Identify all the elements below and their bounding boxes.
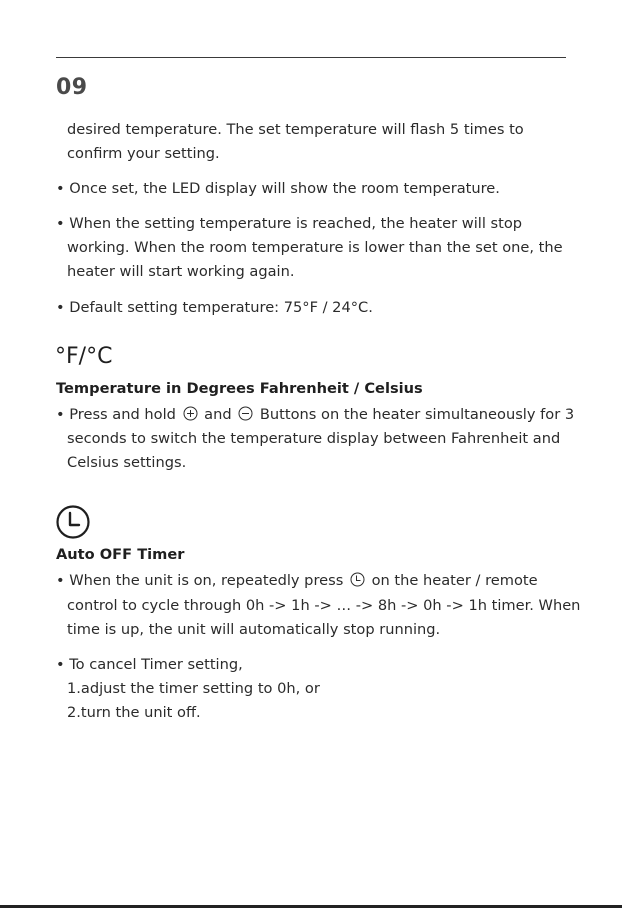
timer-button-clock-icon [350,571,365,595]
cancel-option-1: 1.adjust the timer setting to 0h, or [67,680,320,697]
bullet-timer-cycle-line-3: time is up, the unit will automatically stop running. [67,621,441,638]
header-rule [56,57,566,58]
bullet-timer-cycle-suffix: on the heater / remote [366,572,538,589]
plus-circle-icon [183,405,198,429]
bullet-timer-cycle-line-2: control to cycle through 0h -> 1h -> … -> 8h -> 0h -> 1h timer. When [67,597,581,614]
bullet-heater-stop-line-3: heater will start working again. [67,263,295,280]
bullet-cancel-timer: • To cancel Timer setting, [56,656,243,673]
intro-line-2: confirm your setting. [67,145,220,162]
bullet-switch-units-suffix: Buttons on the heater simultaneously for 3 [255,406,575,423]
bullet-default-temperature: • Default setting temperature: 75°F / 24°C. [56,299,373,316]
bullet-timer-cycle-line-1 [56,569,538,595]
bullet-switch-units-line-1 [56,403,574,429]
auto-off-timer-heading: Auto OFF Timer [56,546,185,563]
bullet-heater-stop-line-1: • When the setting temperature is reached, the heater will stop [56,215,523,232]
bullet-timer-cycle-prefix: • When the unit is on, repeatedly press [56,572,348,589]
clock-icon [56,505,90,543]
page-number: 09 [56,75,88,100]
minus-circle-icon [238,405,253,429]
temperature-units-heading: Temperature in Degrees Fahrenheit / Celsius [56,380,423,397]
fahrenheit-celsius-icon: °F/°C [55,344,113,369]
bullet-heater-stop-line-2: working. When the room temperature is lower than the set one, the [67,239,563,256]
bullet-switch-units-prefix: • Press and hold [56,406,181,423]
cancel-option-2: 2.turn the unit off. [67,704,201,721]
bullet-switch-units-line-2: seconds to switch the temperature display between Fahrenheit and [67,430,561,447]
intro-line-1: desired temperature. The set temperature will flash 5 times to [67,121,524,138]
bullet-switch-units-and: and [199,406,237,423]
bullet-switch-units-line-3: Celsius settings. [67,454,187,471]
bullet-led-display: • Once set, the LED display will show the room temperature. [56,180,500,197]
